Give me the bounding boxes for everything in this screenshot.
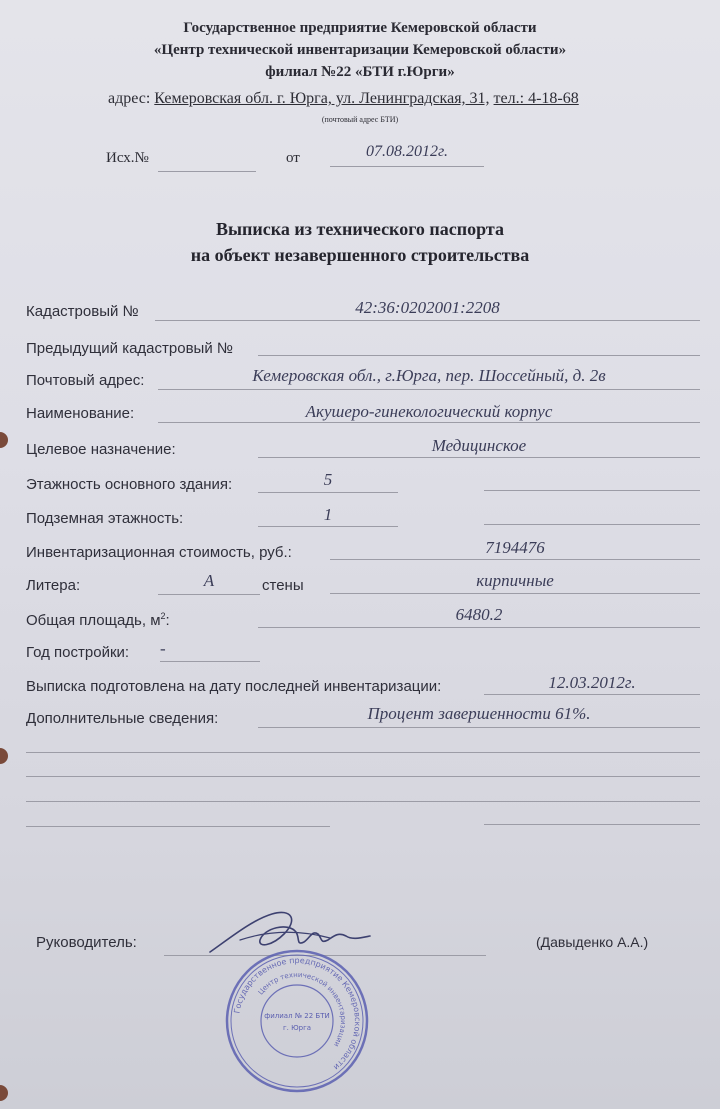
- blank-line: [26, 752, 700, 753]
- total-area-label-text: Общая площадь, м: [26, 612, 161, 629]
- build-year-value: -: [160, 639, 166, 658]
- stamp-inner-line2: г. Юрга: [282, 1024, 312, 1032]
- total-area-value: 6480.2: [455, 605, 503, 624]
- outgoing-number-label: Исх.№: [106, 150, 149, 166]
- total-area-suffix: :: [165, 612, 170, 629]
- total-area-label: [26, 611, 170, 629]
- signature-label: Руководитель:: [36, 934, 137, 951]
- walls-value: кирпичные: [476, 571, 554, 590]
- walls-label: стены: [262, 577, 304, 594]
- address-line: [108, 90, 579, 108]
- outgoing-number-line: [158, 171, 256, 172]
- purpose-line: [258, 457, 700, 458]
- inventory-date-label: Выписка подготовлена на дату последней инвентаризации:: [26, 678, 442, 695]
- floors-extra-line: [484, 490, 700, 491]
- inventory-date-line: [484, 694, 700, 695]
- phone-value: тел.: 4-18-68: [493, 90, 579, 107]
- stamp-middle-text: Центр технической инвентаризации: [256, 970, 348, 1049]
- blank-line: [26, 776, 700, 777]
- address-value: Кемеровская обл. г. Юрга, ул. Ленинградская, 31,: [154, 90, 490, 107]
- stamp-inner-line1: филиал № 22 БТИ: [264, 1012, 330, 1020]
- postal-address-line: [158, 389, 700, 390]
- purpose-label: Целевое назначение:: [26, 441, 176, 458]
- blank-line: [26, 826, 330, 827]
- org-branch: филиал №22 «БТИ г.Юрги»: [265, 64, 455, 80]
- floors-value: 5: [323, 470, 333, 489]
- total-area-sup: 2: [160, 611, 166, 621]
- punch-hole: [0, 432, 8, 448]
- additional-value: Процент завершенности 61%.: [367, 704, 591, 723]
- outgoing-date-line: [330, 166, 484, 167]
- inventory-date-value: 12.03.2012г.: [548, 673, 636, 692]
- litera-value: А: [203, 571, 215, 590]
- inventory-cost-value: 7194476: [485, 538, 545, 557]
- inventory-cost-line: [330, 559, 700, 560]
- walls-line: [330, 593, 700, 594]
- inventory-cost-label: Инвентаризационная стоимость, руб.:: [26, 544, 292, 561]
- signer-name: (Давыденко А.А.): [536, 934, 649, 950]
- document-title-line1: Выписка из технического паспорта: [216, 219, 504, 239]
- postal-address-label: Почтовый адрес:: [26, 372, 145, 389]
- stamp-outer-text: Государственное предприятие Кемеровской области: [232, 955, 363, 1072]
- additional-label: Дополнительные сведения:: [26, 710, 219, 727]
- blank-line: [484, 824, 700, 825]
- outgoing-date-label: от: [286, 150, 300, 166]
- floors-label: Этажность основного здания:: [26, 476, 233, 493]
- address-label: адрес:: [108, 90, 151, 107]
- document-title-line2: на объект незавершенного строительства: [190, 245, 530, 265]
- build-year-line: [160, 661, 260, 662]
- punch-hole: [0, 1085, 8, 1101]
- litera-label: Литера:: [26, 577, 81, 594]
- floors-line: [258, 492, 398, 493]
- additional-line: [258, 727, 700, 728]
- underground-line: [258, 526, 398, 527]
- underground-extra-line: [484, 524, 700, 525]
- cadastral-line: [155, 320, 700, 321]
- round-stamp: [224, 948, 370, 1094]
- litera-line: [158, 594, 260, 595]
- name-line: [158, 422, 700, 423]
- build-year-label: Год постройки:: [26, 644, 130, 661]
- blank-line: [26, 801, 700, 802]
- outgoing-date-value: 07.08.2012г.: [365, 143, 449, 160]
- cadastral-label: Кадастровый №: [26, 303, 139, 320]
- postal-address-value: Кемеровская обл., г.Юрга, пер. Шоссейный, д. 2в: [252, 366, 606, 385]
- name-label: Наименование:: [26, 405, 135, 422]
- total-area-line: [258, 627, 700, 628]
- org-name-line2: «Центр технической инвентаризации Кемеровской области»: [153, 42, 567, 58]
- punch-hole: [0, 748, 8, 764]
- name-value: Акушеро-гинекологический корпус: [305, 402, 553, 421]
- svg-text:Центр технической инвентаризац: [257, 971, 347, 1048]
- org-name-line1: Государственное предприятие Кемеровской области: [183, 20, 537, 36]
- address-caption: (почтовый адрес БТИ): [321, 115, 399, 124]
- prev-cadastral-label: Предыдущий кадастровый №: [26, 340, 233, 357]
- prev-cadastral-line: [258, 355, 700, 356]
- underground-value: 1: [323, 505, 333, 524]
- cadastral-value: 42:36:0202001:2208: [355, 298, 500, 317]
- purpose-value: Медицинское: [431, 436, 527, 455]
- underground-label: Подземная этажность:: [26, 510, 184, 527]
